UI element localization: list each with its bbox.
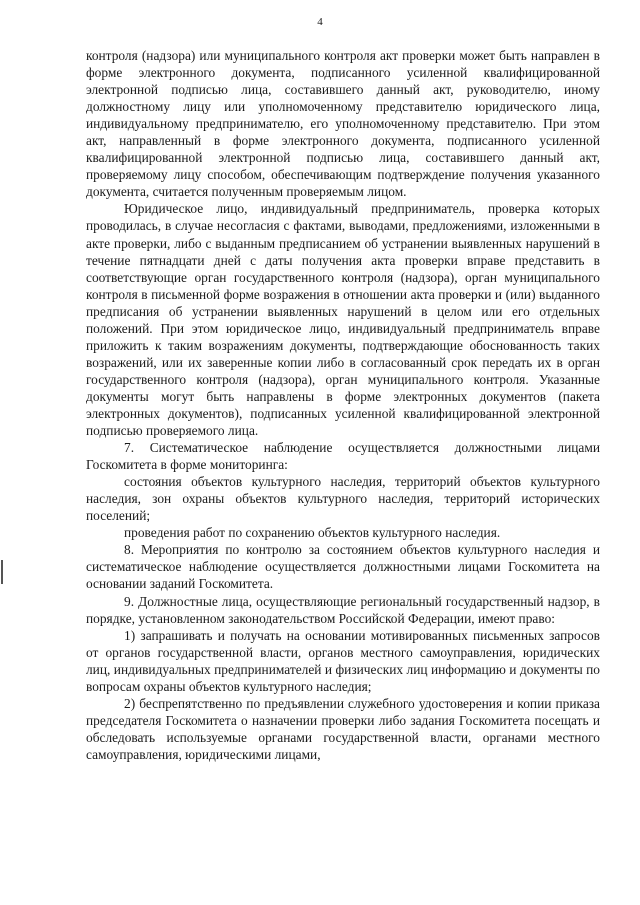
paragraph-right-1: 1) запрашивать и получать на основании мотивированных письменных запросов от органов государственной власти, органов местного самоуправления, юридических лиц, индивидуальных предпринимателей и физических лиц информацию и документы по вопросам охраны объектов культурного наследия; — [86, 627, 600, 694]
page-number: 4 — [317, 16, 323, 28]
document-body — [86, 47, 600, 763]
paragraph-monitoring-state: состояния объектов культурного наследия, территорий объектов культурного наследия, зон охраны объектов культурного наследия, территорий исторических поселений; — [86, 474, 600, 524]
paragraph-item-7: 7. Систематическое наблюдение осуществляется должностными лицами Госкомитета в форме мониторинга: — [86, 440, 600, 473]
paragraph-right-2: 2) беспрепятственно по предъявлении служебного удостоверения и копии приказа председателя Госкомитета о назначении проверки либо задания Госкомитета посещать и обследовать используемые органами государственной власти, органами местного самоуправления, юридическими лицами, — [86, 695, 600, 762]
paragraph-item-9: 9. Должностные лица, осуществляющие региональный государственный надзор, в порядке, установленном законодательством Российской Федерации, имеют право: — [86, 593, 600, 626]
paragraph-continuation-act-delivery: контроля (надзора) или муниципального контроля акт проверки может быть направлен в форме электронного документа, подписанного усиленной квалифицированной электронной подписью лица, составившего данный акт, руководителю, иному должностному лицу или уполномоченному представителю юридического лица, индивидуальному предпринимателю, его уполномоченному представителю. При этом акт, направленный в форме электронного документа, подписанного усиленной квалифицированной электронной подписью лица, составившего данный акт, проверяемому лицу способом, обеспечивающим подтверждение получения указанного документа, считается полученным проверяемым лицом. — [86, 48, 600, 200]
paragraph-objections: Юридическое лицо, индивидуальный предприниматель, проверка которых проводилась, в случае несогласия с фактами, выводами, предложениями, изложенными в акте проверки, либо с выданным предписанием об устранении выявленных нарушений в течение пятнадцати дней с даты получения акта проверки вправе представить в соответствующие орган государственного контроля (надзора), орган муниципального контроля в письменной форме возражения в отношении акта проверки и (или) выданного предписания об устранении выявленных нарушений в целом или его отдельных положений. При этом юридическое лицо, индивидуальный предприниматель вправе приложить к таким возражениям документы, подтверждающие обоснованность таких возражений, или их заверенные копии либо в согласованный срок передать их в орган государственного контроля (надзора), орган муниципального контроля. Указанные документы могут быть направлены в форме электронных документов (пакета электронных документов), подписанных усиленной квалифицированной электронной подписью проверяемого лица. — [86, 201, 600, 439]
paragraph-item-8: 8. Мероприятия по контролю за состоянием объектов культурного наследия и систематическое наблюдение осуществляется должностными лицами Госкомитета на основании заданий Госкомитета. — [86, 542, 600, 592]
scan-margin-mark — [1, 560, 3, 584]
paragraph-monitoring-works: проведения работ по сохранению объектов культурного наследия. — [124, 525, 501, 541]
